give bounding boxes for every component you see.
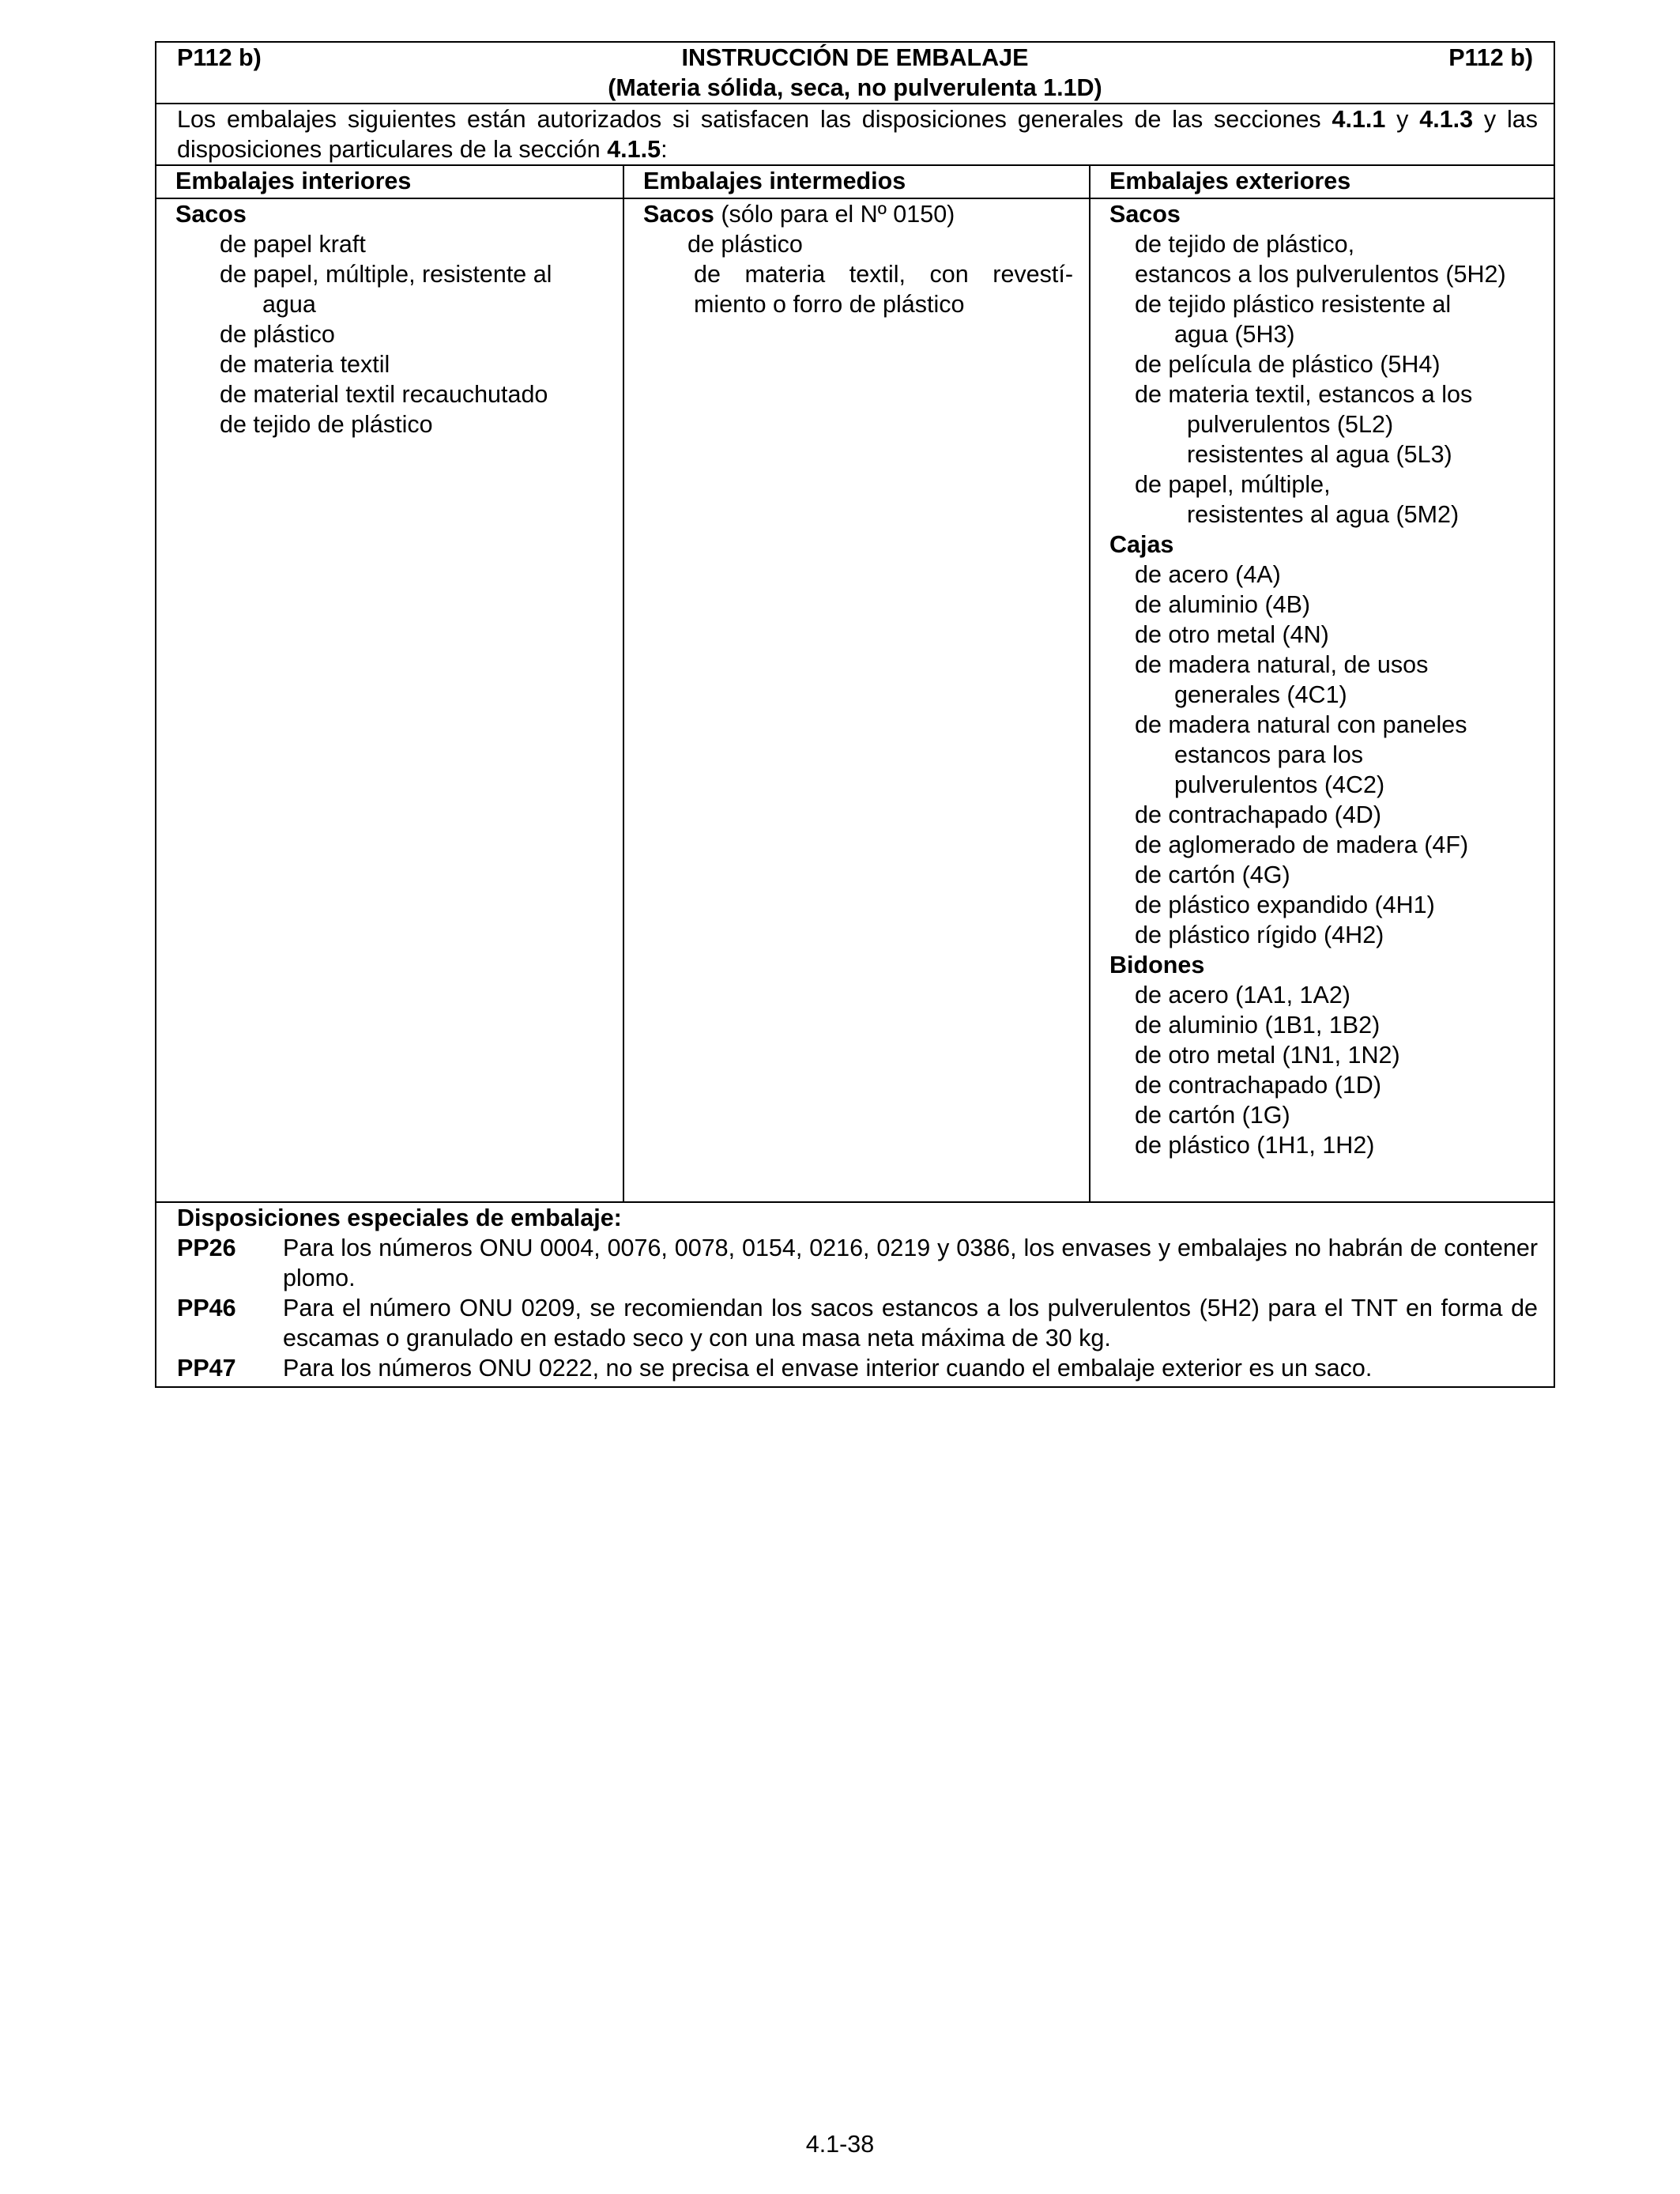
- list-item: de plástico expandido (4H1): [1135, 892, 1435, 918]
- list-item: de aluminio (4B): [1135, 591, 1311, 618]
- packaging-body: [156, 199, 1554, 1203]
- special-provisions: [156, 1203, 1554, 1386]
- list-item: de tejido plástico resistente al: [1135, 291, 1452, 318]
- list-item: de plástico: [687, 231, 803, 258]
- list-item: resistentes al agua (5M2): [1187, 501, 1460, 528]
- intermediate-group-note: (sólo para el Nº 0150): [714, 201, 955, 228]
- list-item: de plástico rígido (4H2): [1135, 922, 1384, 948]
- provision-pp26: [177, 1233, 1538, 1293]
- list-item: de plástico: [220, 321, 335, 348]
- list-item: de materia textil, con revestí-: [694, 261, 1073, 288]
- page-number: 4.1-38: [805, 2131, 875, 2158]
- list-item: pulverulentos (4C2): [1174, 771, 1385, 798]
- list-item: de contrachapado (4D): [1135, 801, 1381, 828]
- intro-text: [177, 104, 1538, 164]
- interior-group-sacos: Sacos: [175, 201, 247, 228]
- list-item: de aluminio (1B1, 1B2): [1135, 1012, 1381, 1039]
- exterior-group-cajas: Cajas: [1109, 531, 1174, 558]
- instruction-code-left: P112 b): [177, 44, 262, 71]
- intro-part3: y las disposiciones particulares de la sección: [177, 106, 1538, 163]
- intro-ref-411: 4.1.1: [1332, 106, 1386, 133]
- intro-ref-415: 4.1.5: [607, 136, 661, 163]
- intro-ref-413: 4.1.3: [1419, 106, 1474, 133]
- list-item: de cartón (4G): [1135, 861, 1290, 888]
- packing-instruction-table: [155, 41, 1555, 1388]
- list-item: resistentes al agua (5L3): [1187, 441, 1452, 468]
- instruction-title: INSTRUCCIÓN DE EMBALAJE: [681, 44, 1029, 71]
- intro-part2: y: [1385, 106, 1420, 133]
- table-header: [156, 43, 1554, 104]
- list-item: de otro metal (4N): [1135, 621, 1329, 648]
- list-item: generales (4C1): [1174, 681, 1347, 708]
- list-item: de materia textil: [220, 351, 390, 378]
- list-item: estancos a los pulverulentos (5H2): [1135, 261, 1506, 288]
- list-item: de otro metal (1N1, 1N2): [1135, 1042, 1400, 1069]
- instruction-code-right: P112 b): [1448, 44, 1533, 71]
- instruction-subtitle: (Materia sólida, seca, no pulverulenta 1.1D): [608, 74, 1102, 101]
- list-item: estancos para los: [1174, 741, 1364, 768]
- list-item: miento o forro de plástico: [694, 291, 965, 318]
- intro-part4: :: [661, 136, 668, 163]
- list-item: de contrachapado (1D): [1135, 1072, 1381, 1099]
- exterior-header: Embalajes exteriores: [1089, 166, 1554, 198]
- list-item: de materia textil, estancos a los: [1135, 381, 1473, 408]
- list-item: de papel, múltiple,: [1135, 471, 1331, 498]
- provision-text: Para los números ONU 0222, no se precisa el envase interior cuando el embalaje exterior es un saco.: [283, 1355, 1373, 1382]
- intro-part1: Los embalajes siguientes están autorizados si satisfacen las disposiciones generales de las secciones: [177, 106, 1332, 133]
- column-headers: [156, 166, 1554, 199]
- list-item: agua: [262, 291, 316, 318]
- list-item: de papel, múltiple, resistente al: [220, 261, 552, 288]
- intermediate-header: Embalajes intermedios: [623, 166, 1089, 198]
- list-item: de película de plástico (5H4): [1135, 351, 1441, 378]
- intermediate-column: [623, 199, 1089, 1201]
- list-item: de material textil recauchutado: [220, 381, 548, 408]
- list-item: de acero (4A): [1135, 561, 1281, 588]
- list-item: agua (5H3): [1174, 321, 1295, 348]
- provision-text: Para los números ONU 0004, 0076, 0078, 0154, 0216, 0219 y 0386, los envases y embalajes no habrán de contener plomo.: [283, 1235, 1538, 1291]
- list-item: de tejido de plástico: [220, 411, 433, 438]
- list-item: pulverulentos (5L2): [1187, 411, 1394, 438]
- exterior-column: [1089, 199, 1554, 1201]
- intro-paragraph: [156, 104, 1554, 166]
- special-provisions-title: Disposiciones especiales de embalaje:: [177, 1204, 622, 1231]
- provision-code: PP47: [177, 1355, 236, 1382]
- list-item: de aglomerado de madera (4F): [1135, 831, 1469, 858]
- list-item: de madera natural con paneles: [1135, 711, 1467, 738]
- interior-header: Embalajes interiores: [175, 168, 412, 194]
- list-item: de tejido de plástico,: [1135, 231, 1355, 258]
- interior-column: [156, 199, 623, 1201]
- provision-code: PP26: [177, 1235, 236, 1261]
- exterior-group-sacos: Sacos: [1109, 201, 1181, 228]
- list-item: de papel kraft: [220, 231, 366, 258]
- exterior-group-bidones: Bidones: [1109, 952, 1205, 978]
- list-item: de plástico (1H1, 1H2): [1135, 1132, 1375, 1159]
- provision-pp47: [177, 1353, 1538, 1383]
- intermediate-group: [643, 199, 1073, 229]
- provision-pp46: [177, 1293, 1538, 1353]
- list-item: de madera natural, de usos: [1135, 651, 1429, 678]
- provision-text: Para el número ONU 0209, se recomiendan los sacos estancos a los pulverulentos (5H2) para el TNT en forma de escamas o granulado en estado seco y con una masa neta máxima de 30 kg.: [283, 1295, 1538, 1351]
- intermediate-group-sacos: Sacos: [643, 201, 714, 228]
- provision-code: PP46: [177, 1295, 236, 1321]
- list-item: de acero (1A1, 1A2): [1135, 982, 1350, 1008]
- list-item: de cartón (1G): [1135, 1102, 1290, 1129]
